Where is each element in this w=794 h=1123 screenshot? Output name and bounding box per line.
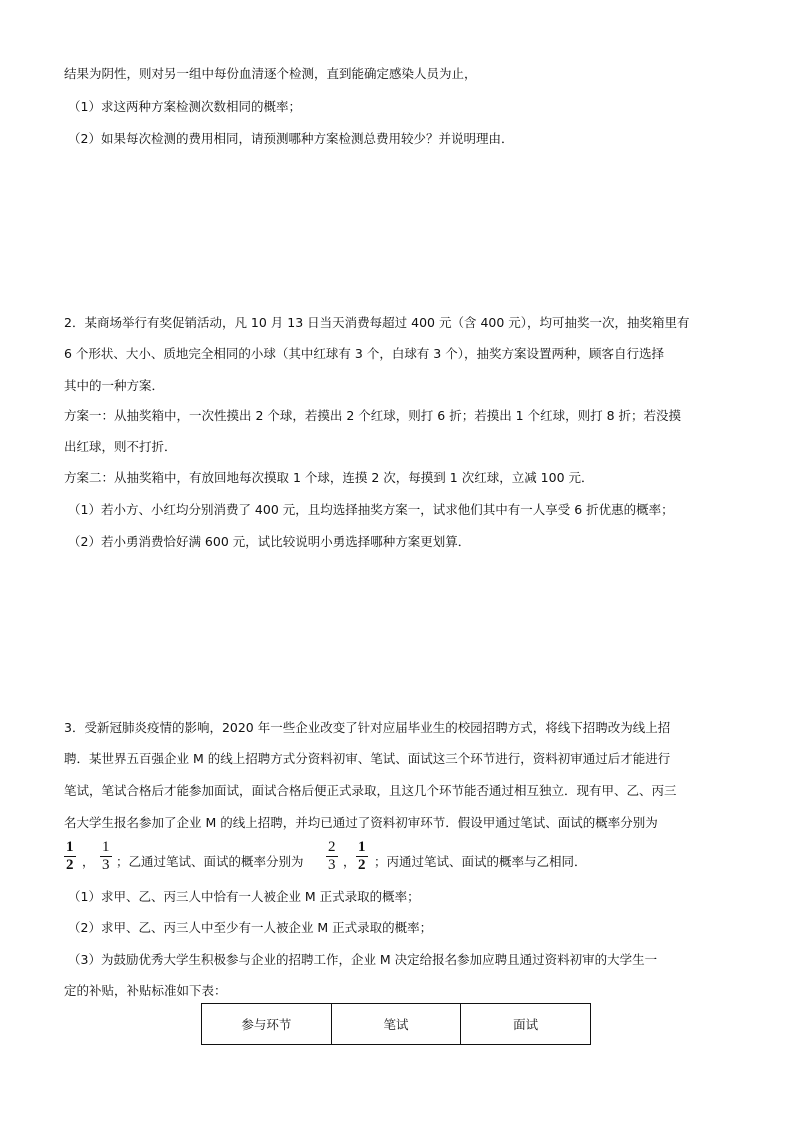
problem2-plan1-b: 出红球，则不打折． xyxy=(64,439,177,454)
problem3-line2: 聘．某世界五百强企业 M 的线上招聘方式分资料初审、笔试、面试这三个环节进行，资料初审通过后才能进行 xyxy=(64,751,671,766)
block1-question-1: （1）求这两种方案检测次数相同的概率； xyxy=(68,99,301,114)
block1-line1: 结果为阴性，则对另一组中每份血清逐个检测，直到能确定感染人员为止， xyxy=(64,66,477,81)
problem3-question-2: （2）求甲、乙、丙三人中至少有一人被企业 M 正式录取的概率； xyxy=(68,920,433,935)
problem2-plan2: 方案二：从抽奖箱中，有放回地每次摸取 1 个球，连摸 2 次，每摸到 1 次红球，立减 100 元． xyxy=(64,470,594,485)
block1-question-2: （2）如果每次检测的费用相同，请预测哪种方案检测总费用较少？并说明理由． xyxy=(68,131,514,146)
comma-2: ， xyxy=(343,854,356,869)
table-header-cell: 参与环节 xyxy=(202,1004,332,1045)
problem3-line1: 3．受新冠肺炎疫情的影响，2020 年一些企业改变了针对应届毕业生的校园招聘方式，将线下招聘改为线上招 xyxy=(64,720,671,735)
problem3-line3: 笔试，笔试合格后才能参加面试，面试合格后便正式录取，且这几个环节能否通过相互独立．现有甲、乙、丙三 xyxy=(64,783,677,798)
problem3-question-3a: （3）为鼓励优秀大学生积极参与企业的招聘工作，企业 M 决定给报名参加应聘且通过资料初审的大学生一 xyxy=(68,952,658,967)
fraction-1-2-a: 1 2 xyxy=(66,839,74,873)
fraction-1-2-b: 1 2 xyxy=(358,839,366,873)
table-header-cell: 面试 xyxy=(461,1004,591,1045)
problem3-question-1: （1）求甲、乙、丙三人中恰有一人被企业 M 正式录取的概率； xyxy=(68,889,420,904)
subsidy-table xyxy=(201,1003,591,1045)
problem2-plan1-a: 方案一：从抽奖箱中，一次性摸出 2 个球，若摸出 2 个红球，则打 6 折；若摸出 1 个红球，则打 8 折；若没摸 xyxy=(64,408,682,423)
problem2-question-2: （2）若小勇消费恰好满 600 元，试比较说明小勇选择哪种方案更划算． xyxy=(68,534,471,549)
table-row xyxy=(202,1004,591,1045)
table-header-cell: 笔试 xyxy=(331,1004,461,1045)
problem2-line3: 其中的一种方案． xyxy=(64,378,165,393)
problem2-question-1: （1）若小方、小红均分别消费了 400 元，且均选择抽奖方案一，试求他们其中有一人享受 6 折优惠的概率； xyxy=(68,502,674,517)
comma-1: ， xyxy=(82,854,95,869)
problem3-line4: 名大学生报名参加了企业 M 的线上招聘，并均已通过了资料初审环节．假设甲通过笔试、面试的概率分别为 xyxy=(64,815,658,830)
fraction-mid-text: ；乙通过笔试、面试的概率分别为 xyxy=(116,854,304,869)
problem3-question-3b: 定的补贴，补贴标准如下表： xyxy=(64,983,227,998)
fraction-2-3: 2 3 xyxy=(328,839,336,873)
fraction-1-3: 1 3 xyxy=(102,839,110,873)
fraction-end-text: ；丙通过笔试、面试的概率与乙相同． xyxy=(374,854,587,869)
problem2-line2: 6 个形状、大小、质地完全相同的小球（其中红球有 3 个，白球有 3 个），抽奖方案设置两种，顾客自行选择 xyxy=(64,346,664,361)
problem2-line1: 2．某商场举行有奖促销活动，凡 10 月 13 日当天消费每超过 400 元（含 400 元），均可抽奖一次，抽奖箱里有 xyxy=(64,315,690,330)
